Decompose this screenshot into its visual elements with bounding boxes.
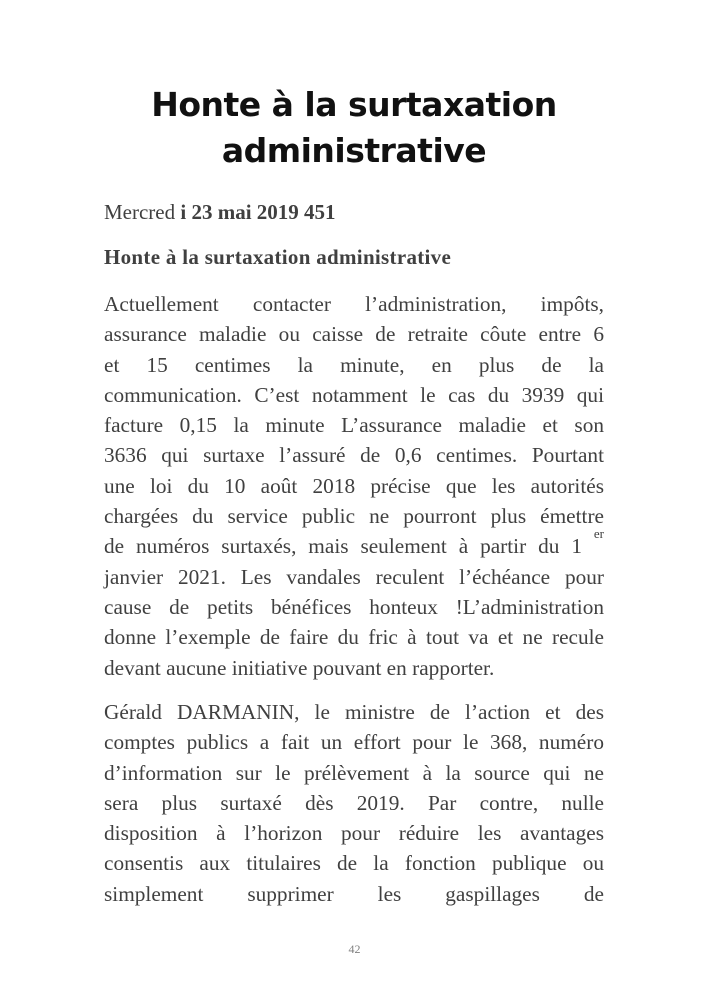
page-title-line-1: Honte à la surtaxation (151, 85, 557, 124)
article-subheading: Honte à la surtaxation administrative (104, 245, 452, 269)
paragraph-line: assurance maladie ou caisse de retraite côute entre 6 (104, 322, 604, 347)
page-title-line-2: administrative (221, 131, 487, 170)
paragraph-line: chargées du service public ne pourront plus émettre (104, 504, 604, 529)
paragraph-line: et 15 centimes la minute, en plus de la (104, 352, 604, 377)
paragraph-line: 3636 qui surtaxe l’assuré de 0,6 centimes. Pourtant (104, 443, 604, 468)
paragraph-line: Actuellement contacter l’administration, impôts, (104, 292, 604, 316)
paragraph-line-with-superscript (104, 526, 604, 561)
page-title (104, 82, 604, 174)
paragraph-line: cause de petits bénéfices honteux !L’administration (104, 594, 604, 619)
paragraph-2 (104, 697, 604, 909)
ordinal-superscript: er (593, 526, 604, 542)
paragraph-1 (104, 289, 604, 683)
paragraph-line: devant aucune initiative pouvant en rapporter. (104, 655, 495, 680)
paragraph-line: Gérald DARMANIN, le ministre de l’action et des (104, 700, 604, 724)
paragraph-line: janvier 2021. Les vandales reculent l’échéance pour (104, 564, 604, 589)
paragraph-line: simplement supprimer les gaspillages de (104, 881, 604, 906)
paragraph-line: donne l’exemple de faire du fric à tout va et ne recule (104, 625, 604, 650)
date-line (104, 197, 604, 227)
paragraph-line-text: de numéros surtaxés, mais seulement à partir du 1 (104, 534, 582, 559)
paragraph-line: sera plus surtaxé dès 2019. Par contre, nulle (104, 790, 604, 815)
paragraph-line: facture 0,15 la minute L’assurance maladie et son (104, 413, 604, 438)
page-number: 42 (348, 942, 361, 956)
paragraph-line: comptes publics a fait un effort pour le 368, numéro (104, 730, 604, 755)
paragraph-line: une loi du 10 août 2018 précise que les autorités (104, 473, 604, 498)
paragraph-line: disposition à l’horizon pour réduire les avantages (104, 821, 604, 846)
date-prefix: Mercred (104, 200, 181, 224)
paragraph-line: consentis aux titulaires de la fonction publique ou (104, 851, 604, 876)
paragraph-line: d’information sur le prélèvement à la source qui ne (104, 760, 604, 785)
paragraph-line: communication. C’est notamment le cas du 3939 qui (104, 382, 604, 407)
date-bold: i 23 mai 2019 451 (180, 200, 336, 224)
